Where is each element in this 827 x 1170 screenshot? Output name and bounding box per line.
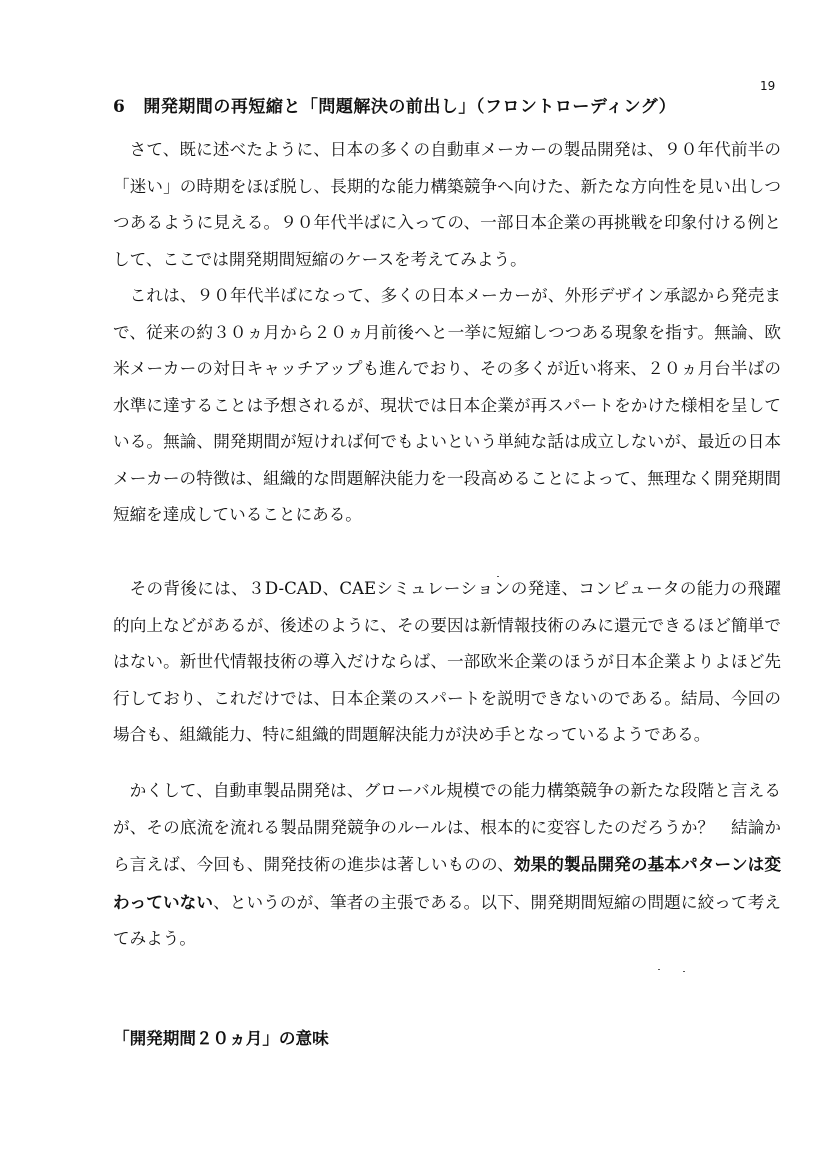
paragraph-1: さて、既に述べたように、日本の多くの自動車メーカーの製品開発は、９０年代前半の「迷い」の時期をほぼ脱し、長期的な能力構築競争へ向けた、新たな方向性を見い出しつつあるように見える。９０年代半ばに入っての、一部日本企業の再挑戦を印象付ける例として、ここでは開発期間短縮のケースを考えてみよう。 [113, 140, 781, 269]
subsection-heading: 「開発期間２０ヵ月」の意味 [113, 1028, 329, 1048]
scan-speck [658, 969, 660, 970]
section-number: 6 [113, 97, 126, 117]
scan-speck [497, 576, 499, 577]
section-title: 開発期間の再短縮と「問題解決の前出し」（フロントローディング） [143, 97, 677, 117]
paragraph-3: その背後には、３D-CAD、CAEシミュレーションの発達、コンピュータの能力の飛躍的向上などがあるが、後述のように、その要因は新情報技術のみに還元できるほど簡単ではない。新世代情報技術の導入だけならば、一部欧米企業のほうが日本企業よりよほど先行しており、これだけでは、日本企業のスパートを説明できないのである。結局、今回の場合も、組織能力、特に組織的問題解決能力が決め手となっているようである。 [113, 579, 781, 744]
paragraph-4-emphasis: 効果的製品開発の基本パターンは変わっていない [113, 854, 781, 912]
paragraph-4-text-start: かくして、自動車製品開発は、グローバル規模での能力構築競争の新たな段階と言えるが、その底流を流れる製品開発競争のルールは、根本的に変容したのだろうか？ 結論から言えば、今回も、開発技術の進歩は著しいものの、 [113, 781, 781, 874]
scan-speck [683, 971, 685, 972]
paragraph-4-text-end: 、というのが、筆者の主張である。以下、開発期間短縮の問題に絞って考えてみよう。 [113, 892, 781, 948]
paragraph-4 [113, 773, 781, 958]
paragraph-2: これは、９０年代半ばになって、多くの日本メーカーが、外形デザイン承認から発売まで、従来の約３０ヵ月から２０ヵ月前後へと一挙に短縮しつつある現象を指す。無論、欧米メーカーの対日キャッチアップも進んでおり、その多くが近い将来、２０ヵ月台半ばの水準に達することは予想されるが、現状では日本企業が再スパートをかけた様相を呈している。無論、開発期間が短ければ何でもよいという単純な話は成立しないが、最近の日本メーカーの特徴は、組織的な問題解決能力を一段高めることによって、無理なく開発期間短縮を達成していることにある。 [113, 286, 781, 524]
section-heading [113, 93, 676, 121]
page-number: 19 [760, 79, 776, 93]
